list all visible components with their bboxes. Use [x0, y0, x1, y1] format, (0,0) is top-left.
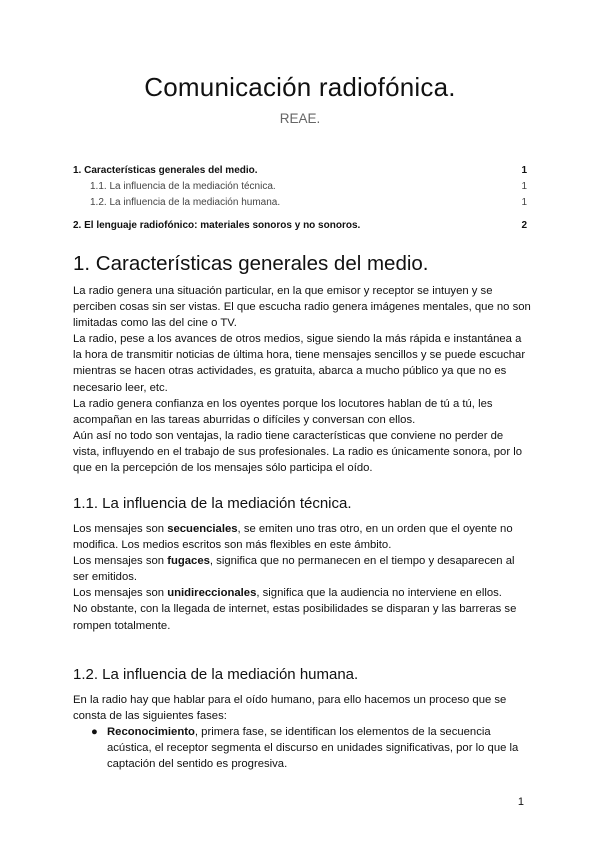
subsection-body [73, 521, 531, 634]
toc-entry-page: 1 [521, 197, 527, 208]
paragraph: Aún así no todo son ventajas, la radio tiene características que conviene no perder de vista, influyendo en el trabajo de sus profesionales. La radio es únicamente sonora, por lo que en la percepción de los mensajes sólo participa el oído. [73, 429, 523, 475]
toc-entry-title: 1.2. La influencia de la mediación humana. [90, 197, 281, 208]
paragraph: Los mensajes son unidireccionales, significa que la audiencia no interviene en ellos. [73, 587, 502, 600]
paragraph: La radio genera una situación particular, en la que emisor y receptor se intuyen y se perciben cosas sin ser vistas. El que escucha radio genera imágenes mentales, que no son limitadas como las del cine o TV. [73, 285, 531, 330]
toc-entry-page: 1 [521, 165, 527, 176]
page-number: 1 [517, 796, 524, 808]
subsection-body [73, 692, 531, 724]
paragraph: Los mensajes son secuenciales, se emiten uno tras otro, en un orden que el oyente no modifica. Los medios escritos son más flexibles en este ámbito. [73, 523, 513, 552]
bold-term: Reconocimiento [107, 726, 195, 738]
paragraph: No obstante, con la llegada de internet, estas posibilidades se disparan y las barreras se rompen totalmente. [73, 603, 517, 632]
toc-entry-page: 1 [521, 181, 527, 192]
toc-entry-page: 2 [521, 220, 527, 231]
subsection-heading: 1.1. La influencia de la mediación técnica. [73, 495, 352, 512]
section-heading: 1. Características generales del medio. [73, 252, 429, 275]
bold-term: fugaces [167, 555, 210, 568]
paragraph: La radio, pese a los avances de otros medios, sigue siendo la más rápida e instantánea a la hora de transmitir noticias de última hora, tiene mensajes sencillos y se puede escuchar mientras se hacen otras actividades, es gratuita, abarca a mucho público ya que no es necesario leer, etc. [73, 333, 526, 394]
section-body [73, 283, 531, 476]
toc-entry[interactable] [73, 179, 527, 195]
toc-entry[interactable] [73, 218, 527, 234]
table-of-contents [73, 163, 527, 234]
toc-entry-title: 1. Características generales del medio. [73, 165, 258, 176]
subsection-heading: 1.2. La influencia de la mediación humana. [73, 666, 359, 683]
toc-entry[interactable] [73, 195, 527, 211]
list-item: ● Reconocimiento, primera fase, se identifican los elementos de la secuencia acústica, el receptor segmenta el discurso en unidades significativas, por lo que la captación del sentido es progresiva. [91, 726, 519, 771]
paragraph: En la radio hay que hablar para el oído humano, para ello hacemos un proceso que se consta de las siguientes fases: [73, 694, 507, 723]
toc-entry-title: 2. El lenguaje radiofónico: materiales sonoros y no sonoros. [73, 220, 361, 231]
document-title: Comunicación radiofónica. [144, 72, 456, 102]
paragraph: Los mensajes son fugaces, significa que no permanecen en el tiempo y desaparecen al ser emitidos. [73, 555, 515, 584]
bold-term: unidireccionales [167, 587, 257, 600]
toc-entry[interactable] [73, 163, 527, 179]
toc-entry-title: 1.1. La influencia de la mediación técnica. [90, 181, 276, 192]
bold-term: secuenciales [167, 523, 238, 535]
paragraph: La radio genera confianza en los oyentes porque los locutores hablan de tú a tú, les acompañan en las tareas aburridas o difíciles y conversan con ellos. [73, 397, 493, 426]
bullet-icon: ● [91, 726, 98, 738]
document-subtitle: REAE. [279, 111, 321, 126]
